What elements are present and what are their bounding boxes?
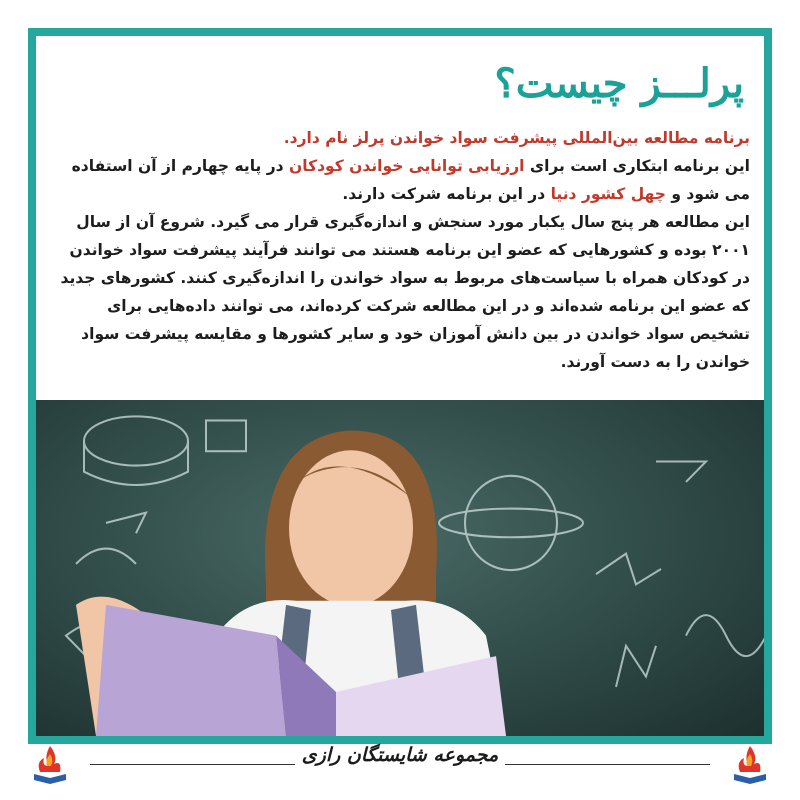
paragraph-program-part3: در این برنامه شرکت دارند. xyxy=(342,185,551,203)
page-title: پرلـــز چیست؟ xyxy=(494,60,744,107)
intro-sentence: برنامه مطالعه بین‌المللی پیشرفت سواد خواندن پرلز نام دارد. xyxy=(283,129,750,147)
paragraph-program xyxy=(50,152,750,208)
footer-divider-left xyxy=(90,764,295,765)
paragraph-program-part2: در پایه چهارم از آن استفاده می شود و xyxy=(71,157,750,203)
flame-book-logo-icon xyxy=(28,742,72,786)
article-body xyxy=(50,124,750,376)
brand-name: مجموعه شایستگان رازی xyxy=(301,744,499,766)
paragraph-study: این مطالعه هر پنج سال یکبار مورد سنجش و اندازه‌گیری قرار می گیرد. شروع آن از سال ۲۰۰۱ بوده و کشورهایی که عضو این برنامه هستند می توانند فرآیند پیشرفت سواد خواندن در کودکان همراه با سیاست‌های مربوط به سواد خواندن را اندازه‌گیری کنند. کشورهای جدید که عضو این برنامه شده‌اند و در این مطالعه شرکت کرده‌اند، می توانند داده‌هایی برای تشخیص سواد خواندن در بین دانش آموزان خود و سایر کشورها و مقایسه پیشرفت سواد خواندن را به دست آورند. xyxy=(60,213,750,371)
content-frame xyxy=(28,28,772,744)
footer xyxy=(0,738,800,790)
footer-divider-right xyxy=(505,764,710,765)
highlight-assessment: ارزیابی توانایی خواندن کودکان xyxy=(289,157,525,175)
paragraph-program-part1: این برنامه ابتکاری است برای xyxy=(524,157,750,175)
photo-girl-reading xyxy=(36,400,764,736)
highlight-countries: چهل کشور دنیا xyxy=(550,185,666,203)
chalkboard-illustration xyxy=(36,400,764,736)
flame-book-logo-icon xyxy=(728,742,772,786)
